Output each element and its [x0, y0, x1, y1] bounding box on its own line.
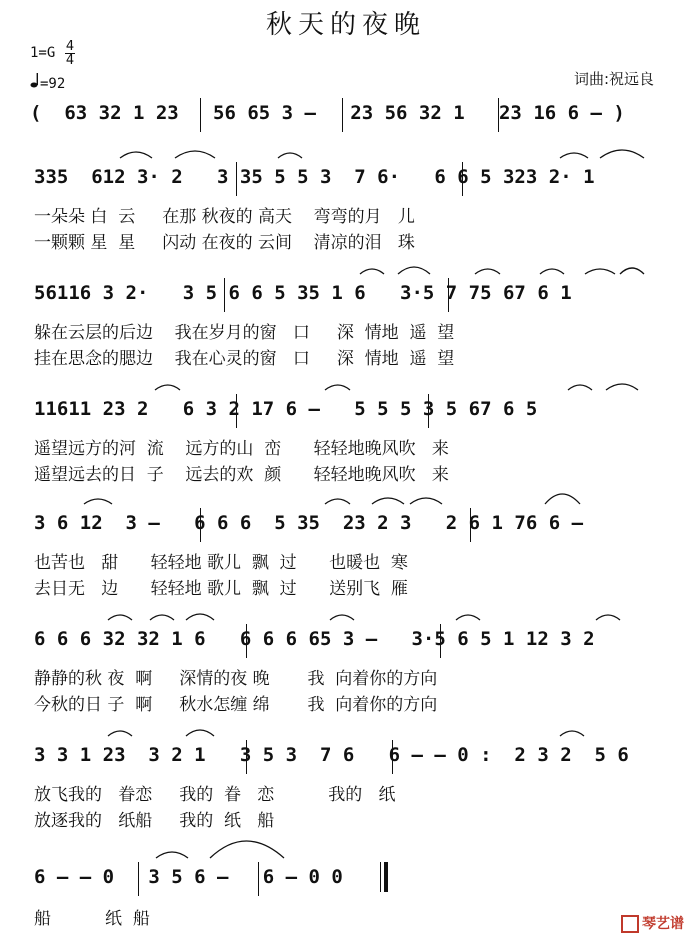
- barline: [448, 278, 449, 312]
- notation-text: 3 6 12 3 – 6 6 6 5 35 23 2 3 2 6 1 76 6 –: [34, 512, 584, 534]
- lyric-verse-2: 去日无 边 轻轻地 歌儿 飘 过 送别飞 雁: [34, 579, 408, 599]
- notation-text: ( 63 32 1 23 56 65 3 – 23 56 32 1 23 16 6 – ): [30, 102, 625, 124]
- lyric-verse-2: 遥望远去的日 子 远去的欢 颜 轻轻地晚风吹 来: [34, 465, 449, 485]
- lyric-verse-1: 躲在云层的后边 我在岁月的窗 口 深 情地 遥 望: [34, 323, 455, 343]
- site-logo: [621, 913, 684, 933]
- logo-text: 琴艺谱: [642, 916, 684, 932]
- barline: [236, 162, 237, 196]
- logo-icon: [621, 915, 639, 933]
- barline: [428, 394, 429, 428]
- notation-text: 335 612 3· 2 3 35 5 5 3 7 6· 6 6 5 323 2· 1: [34, 166, 595, 188]
- lyric-verse-1: 船 纸 船: [34, 909, 150, 929]
- barline: [200, 508, 201, 542]
- barline: [470, 508, 471, 542]
- barline: [236, 394, 237, 428]
- notation-text: 11611 23 2 6 3 2 17 6 – 5 5 5 3 5 67 6 5: [34, 398, 538, 420]
- barline: [246, 740, 247, 774]
- notation-text: 6 6 6 32 32 1 6 6 6 6 65 3 – 3·5 6 5 1 12 3 2: [34, 628, 595, 650]
- notation-text: 3 3 1 23 3 2 1 3 5 3 7 6 6 – – 0 : 2 3 2 5 6: [34, 744, 629, 766]
- notation-text: 56116 3 2· 3 5 6 6 5 35 1 6 3·5 7 75 67 6 1: [34, 282, 572, 304]
- credit-line: 词曲:祝远良: [573, 70, 654, 88]
- barline: [440, 624, 441, 658]
- barline: [258, 862, 259, 896]
- lyric-verse-2: 今秋的日 子 啊 秋水怎缠 绵 我 向着你的方向: [34, 695, 438, 715]
- barline: [138, 862, 139, 896]
- barline: [224, 278, 225, 312]
- barline: [392, 740, 393, 774]
- lyric-verse-2: 挂在思念的腮边 我在心灵的窗 口 深 情地 遥 望: [34, 349, 455, 369]
- barline: [342, 98, 343, 132]
- barline: [462, 162, 463, 196]
- song-title: 秋天的夜晚: [265, 10, 426, 40]
- lyric-verse-1: 一朵朵 白 云 在那 秋夜的 高天 弯弯的月 儿: [34, 207, 415, 227]
- lyric-verse-1: 也苦也 甜 轻轻地 歌儿 飘 过 也暖也 寒: [34, 553, 408, 573]
- lyric-verse-1: 静静的秋 夜 啊 深情的夜 晚 我 向着你的方向: [34, 669, 438, 689]
- tempo-value: =92: [40, 76, 66, 92]
- lyric-verse-2: 放逐我的 纸船 我的 纸 船: [34, 811, 275, 831]
- key-signature: 1=G: [30, 45, 56, 61]
- lyric-verse-2: 一颗颗 星 星 闪动 在夜的 云间 清凉的泪 珠: [34, 233, 415, 253]
- lyric-verse-1: 放飞我的 眷恋 我的 眷 恋 我的 纸: [34, 785, 396, 805]
- barline: [200, 98, 201, 132]
- time-signature-top: 4: [65, 39, 75, 54]
- notation-text: 6 – – 0 3 5 6 – 6 – 0 0: [34, 866, 343, 888]
- time-signature-bottom: 4: [65, 53, 75, 68]
- lyric-verse-1: 遥望远方的河 流 远方的山 峦 轻轻地晚风吹 来: [34, 439, 449, 459]
- barline: [246, 624, 247, 658]
- barline: [498, 98, 499, 132]
